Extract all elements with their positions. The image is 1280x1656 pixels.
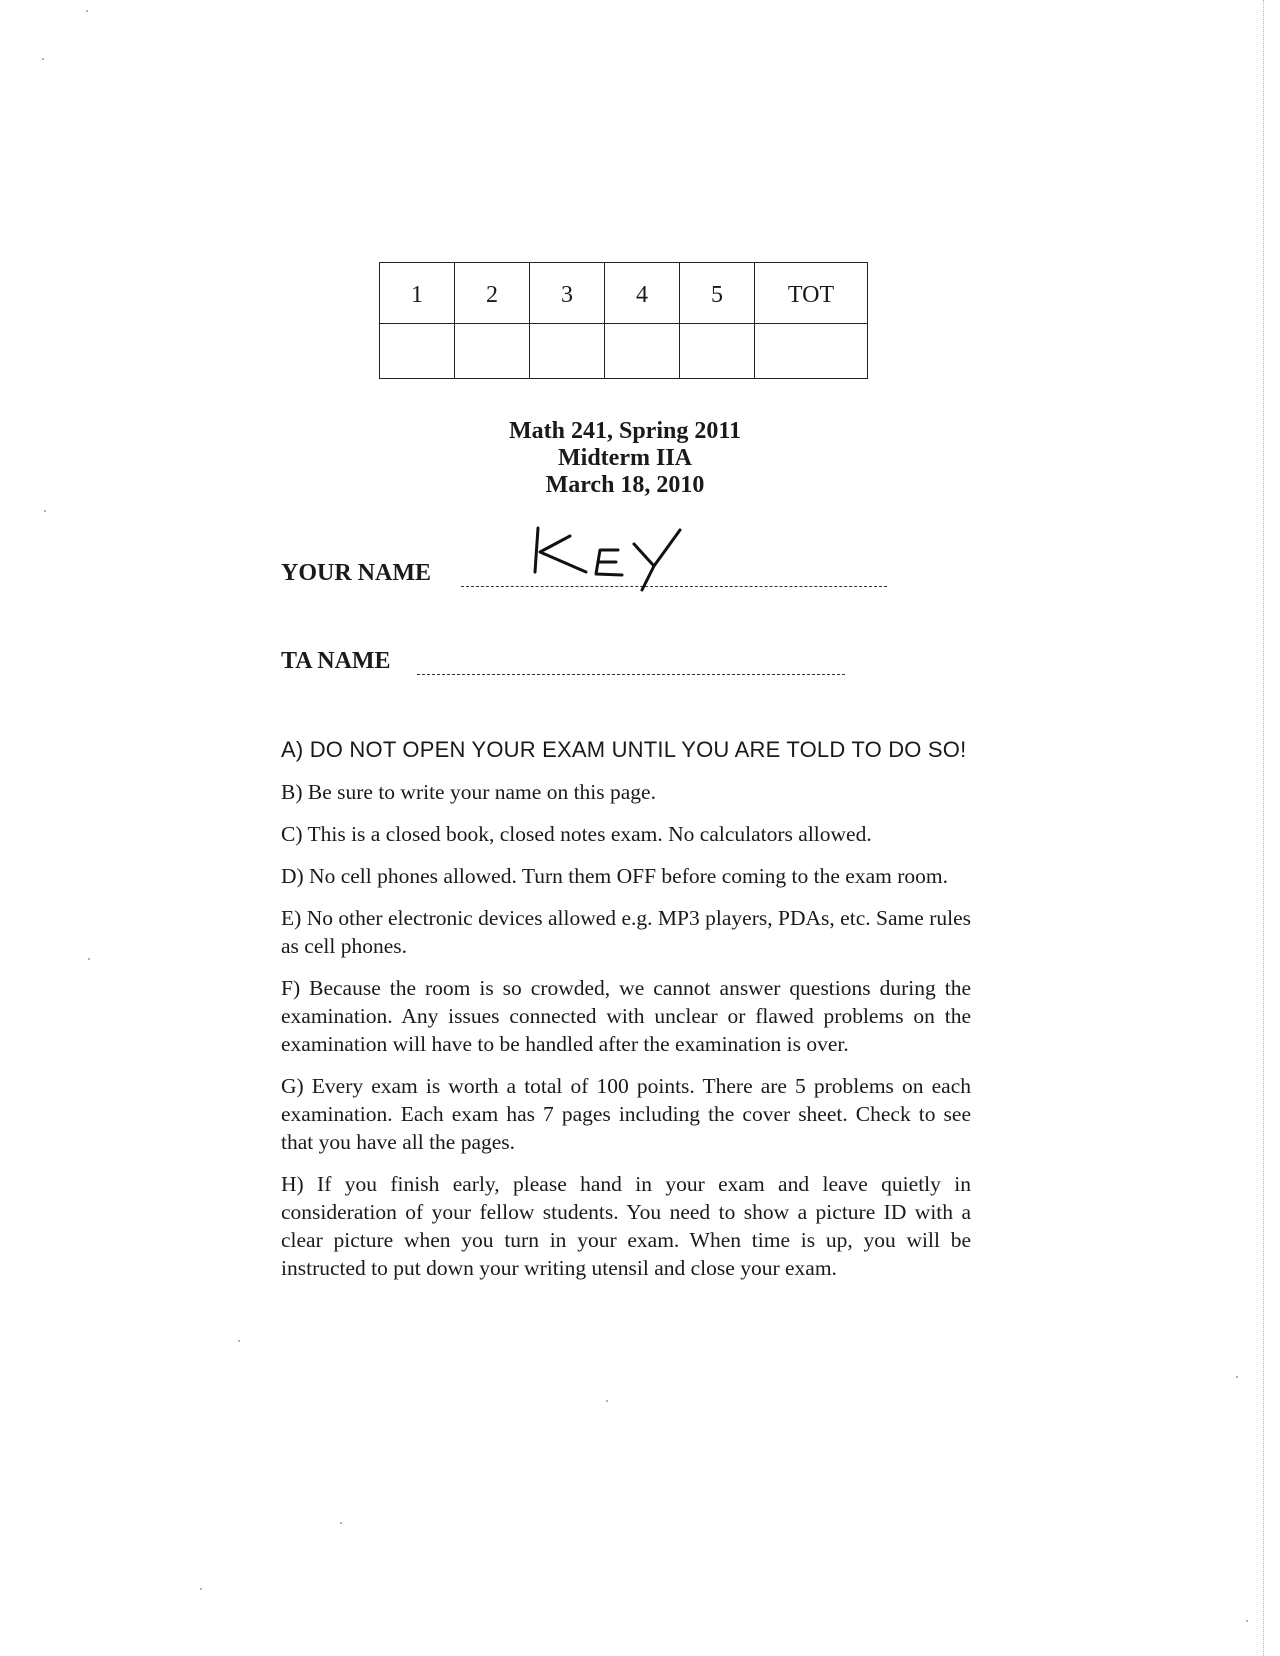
instruction-item: E) No other electronic devices allowed e.g. MP3 players, PDAs, etc. Same rules as cell phones.: [281, 906, 971, 958]
exam-title-block: [0, 418, 1250, 499]
your-name-label: YOUR NAME: [281, 560, 431, 586]
scan-speck: [1246, 1620, 1248, 1622]
scan-speck: [1236, 1376, 1238, 1378]
instruction-item: A) DO NOT OPEN YOUR EXAM UNTIL YOU ARE TOLD TO DO SO!: [281, 737, 967, 762]
score-cell: [380, 324, 455, 379]
score-cell: [605, 324, 680, 379]
score-cell: [455, 324, 530, 379]
score-table-header-row: [380, 263, 868, 324]
course-title: Math 241, Spring 2011: [508, 418, 742, 444]
score-header-cell: 2: [455, 263, 530, 324]
instruction-item: D) No cell phones allowed. Turn them OFF before coming to the exam room.: [281, 864, 948, 888]
score-table-score-row: [380, 324, 868, 379]
scan-speck: [238, 1340, 240, 1342]
exam-name: Midterm IIA: [558, 445, 692, 471]
scan-speck: [42, 58, 44, 60]
scan-speck: [44, 510, 46, 512]
instruction-item: H) If you finish early, please hand in your exam and leave quietly in consideration of your fellow students. You need to show a picture ID with a clear picture when you turn in your exam. When time is up, you will be instructed to put down your writing utensil and close your exam.: [281, 1172, 971, 1280]
scan-speck: [86, 10, 88, 12]
instruction-item: C) This is a closed book, closed notes exam. No calculators allowed.: [281, 822, 872, 846]
scan-edge: [1263, 0, 1264, 1656]
exam-instructions: [281, 736, 971, 1296]
score-cell: [530, 324, 605, 379]
ta-name-label: TA NAME: [281, 648, 391, 674]
ta-name-line: [417, 674, 845, 675]
score-header-cell: 3: [530, 263, 605, 324]
scan-speck: [340, 1522, 342, 1524]
instruction-item: G) Every exam is worth a total of 100 points. There are 5 problems on each examination. Each exam has 7 pages including the cover sheet. Check to see that you have all the pages.: [281, 1074, 971, 1154]
scan-speck: [88, 958, 90, 960]
handwritten-key-signature: [530, 522, 710, 594]
scan-speck: [200, 1588, 202, 1590]
instruction-item: F) Because the room is so crowded, we cannot answer questions during the examination. Any issues connected with unclear or flawed problems on the examination will have to be handled after the examination is over.: [281, 976, 971, 1056]
instruction-item: B) Be sure to write your name on this page.: [281, 780, 656, 804]
score-header-cell-total: TOT: [755, 263, 868, 324]
score-header-cell: 5: [680, 263, 755, 324]
score-table: [379, 262, 868, 379]
scan-speck: [606, 1400, 608, 1402]
score-cell-total: [755, 324, 868, 379]
exam-date: March 18, 2010: [545, 472, 705, 498]
score-cell: [680, 324, 755, 379]
score-header-cell: 1: [380, 263, 455, 324]
score-header-cell: 4: [605, 263, 680, 324]
